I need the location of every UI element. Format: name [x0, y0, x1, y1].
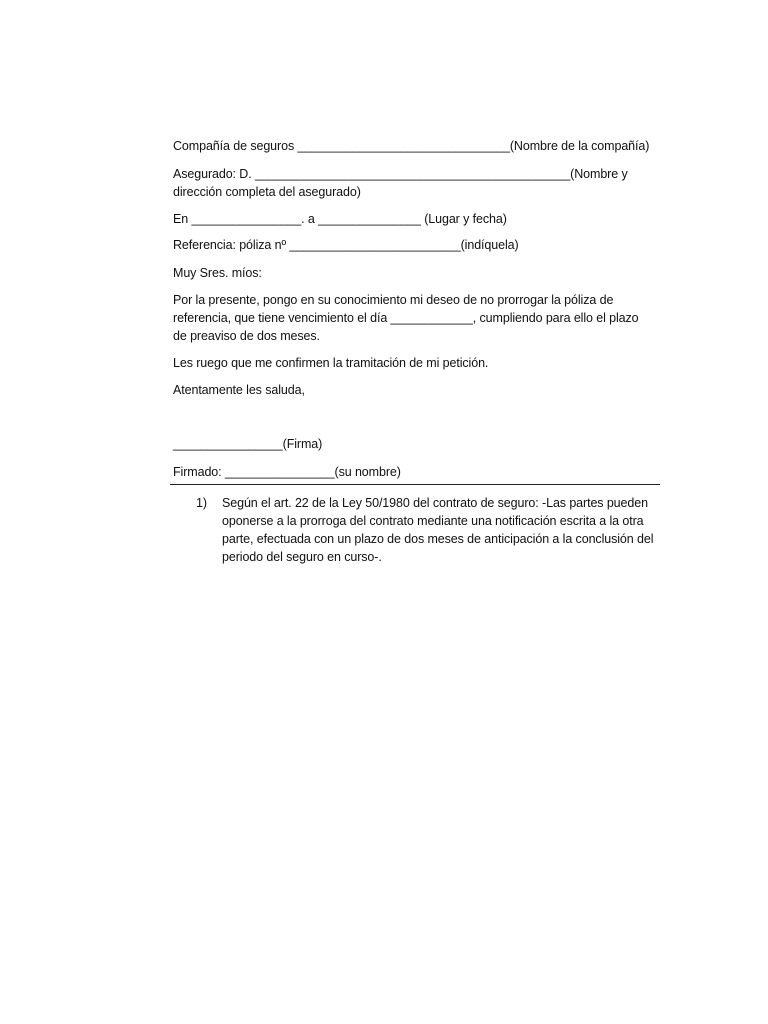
company-line: Compañía de seguros _______________________________(Nombre de la compañía)	[173, 139, 650, 153]
footnote	[196, 494, 666, 566]
closing-line: Atentamente les saluda,	[173, 383, 305, 397]
request-line: Les ruego que me confirmen la tramitación de mi petición.	[173, 356, 489, 370]
body-paragraph: Por la presente, pongo en su conocimiento mi deseo de no prorrogar la póliza de referencia, que tiene vencimiento el día ____________, cumpliendo para ello el plazo de preaviso de dos meses.	[173, 293, 639, 343]
insured-line: Asegurado: D. ______________________________________________(Nombre y dirección completa del asegurado)	[173, 167, 628, 199]
signed-by-line: Firmado: ________________(su nombre)	[173, 465, 401, 479]
place-date-line: En ________________. a _______________ (Lugar y fecha)	[173, 212, 507, 226]
footnote-text: Según el art. 22 de la Ley 50/1980 del contrato de seguro: -Las partes pueden oponerse a la prorroga del contrato mediante una notificación escrita a la otra parte, efectuada con un plazo de dos meses de anticipación a la conclusión del periodo del seguro en curso-.	[222, 496, 654, 564]
salutation: Muy Sres. míos:	[173, 266, 262, 280]
footnote-number: 1)	[196, 496, 207, 510]
signature-line: ________________(Firma)	[173, 437, 323, 451]
footnote-divider	[170, 484, 660, 485]
reference-line: Referencia: póliza nº _________________________(indíquela)	[173, 238, 519, 252]
